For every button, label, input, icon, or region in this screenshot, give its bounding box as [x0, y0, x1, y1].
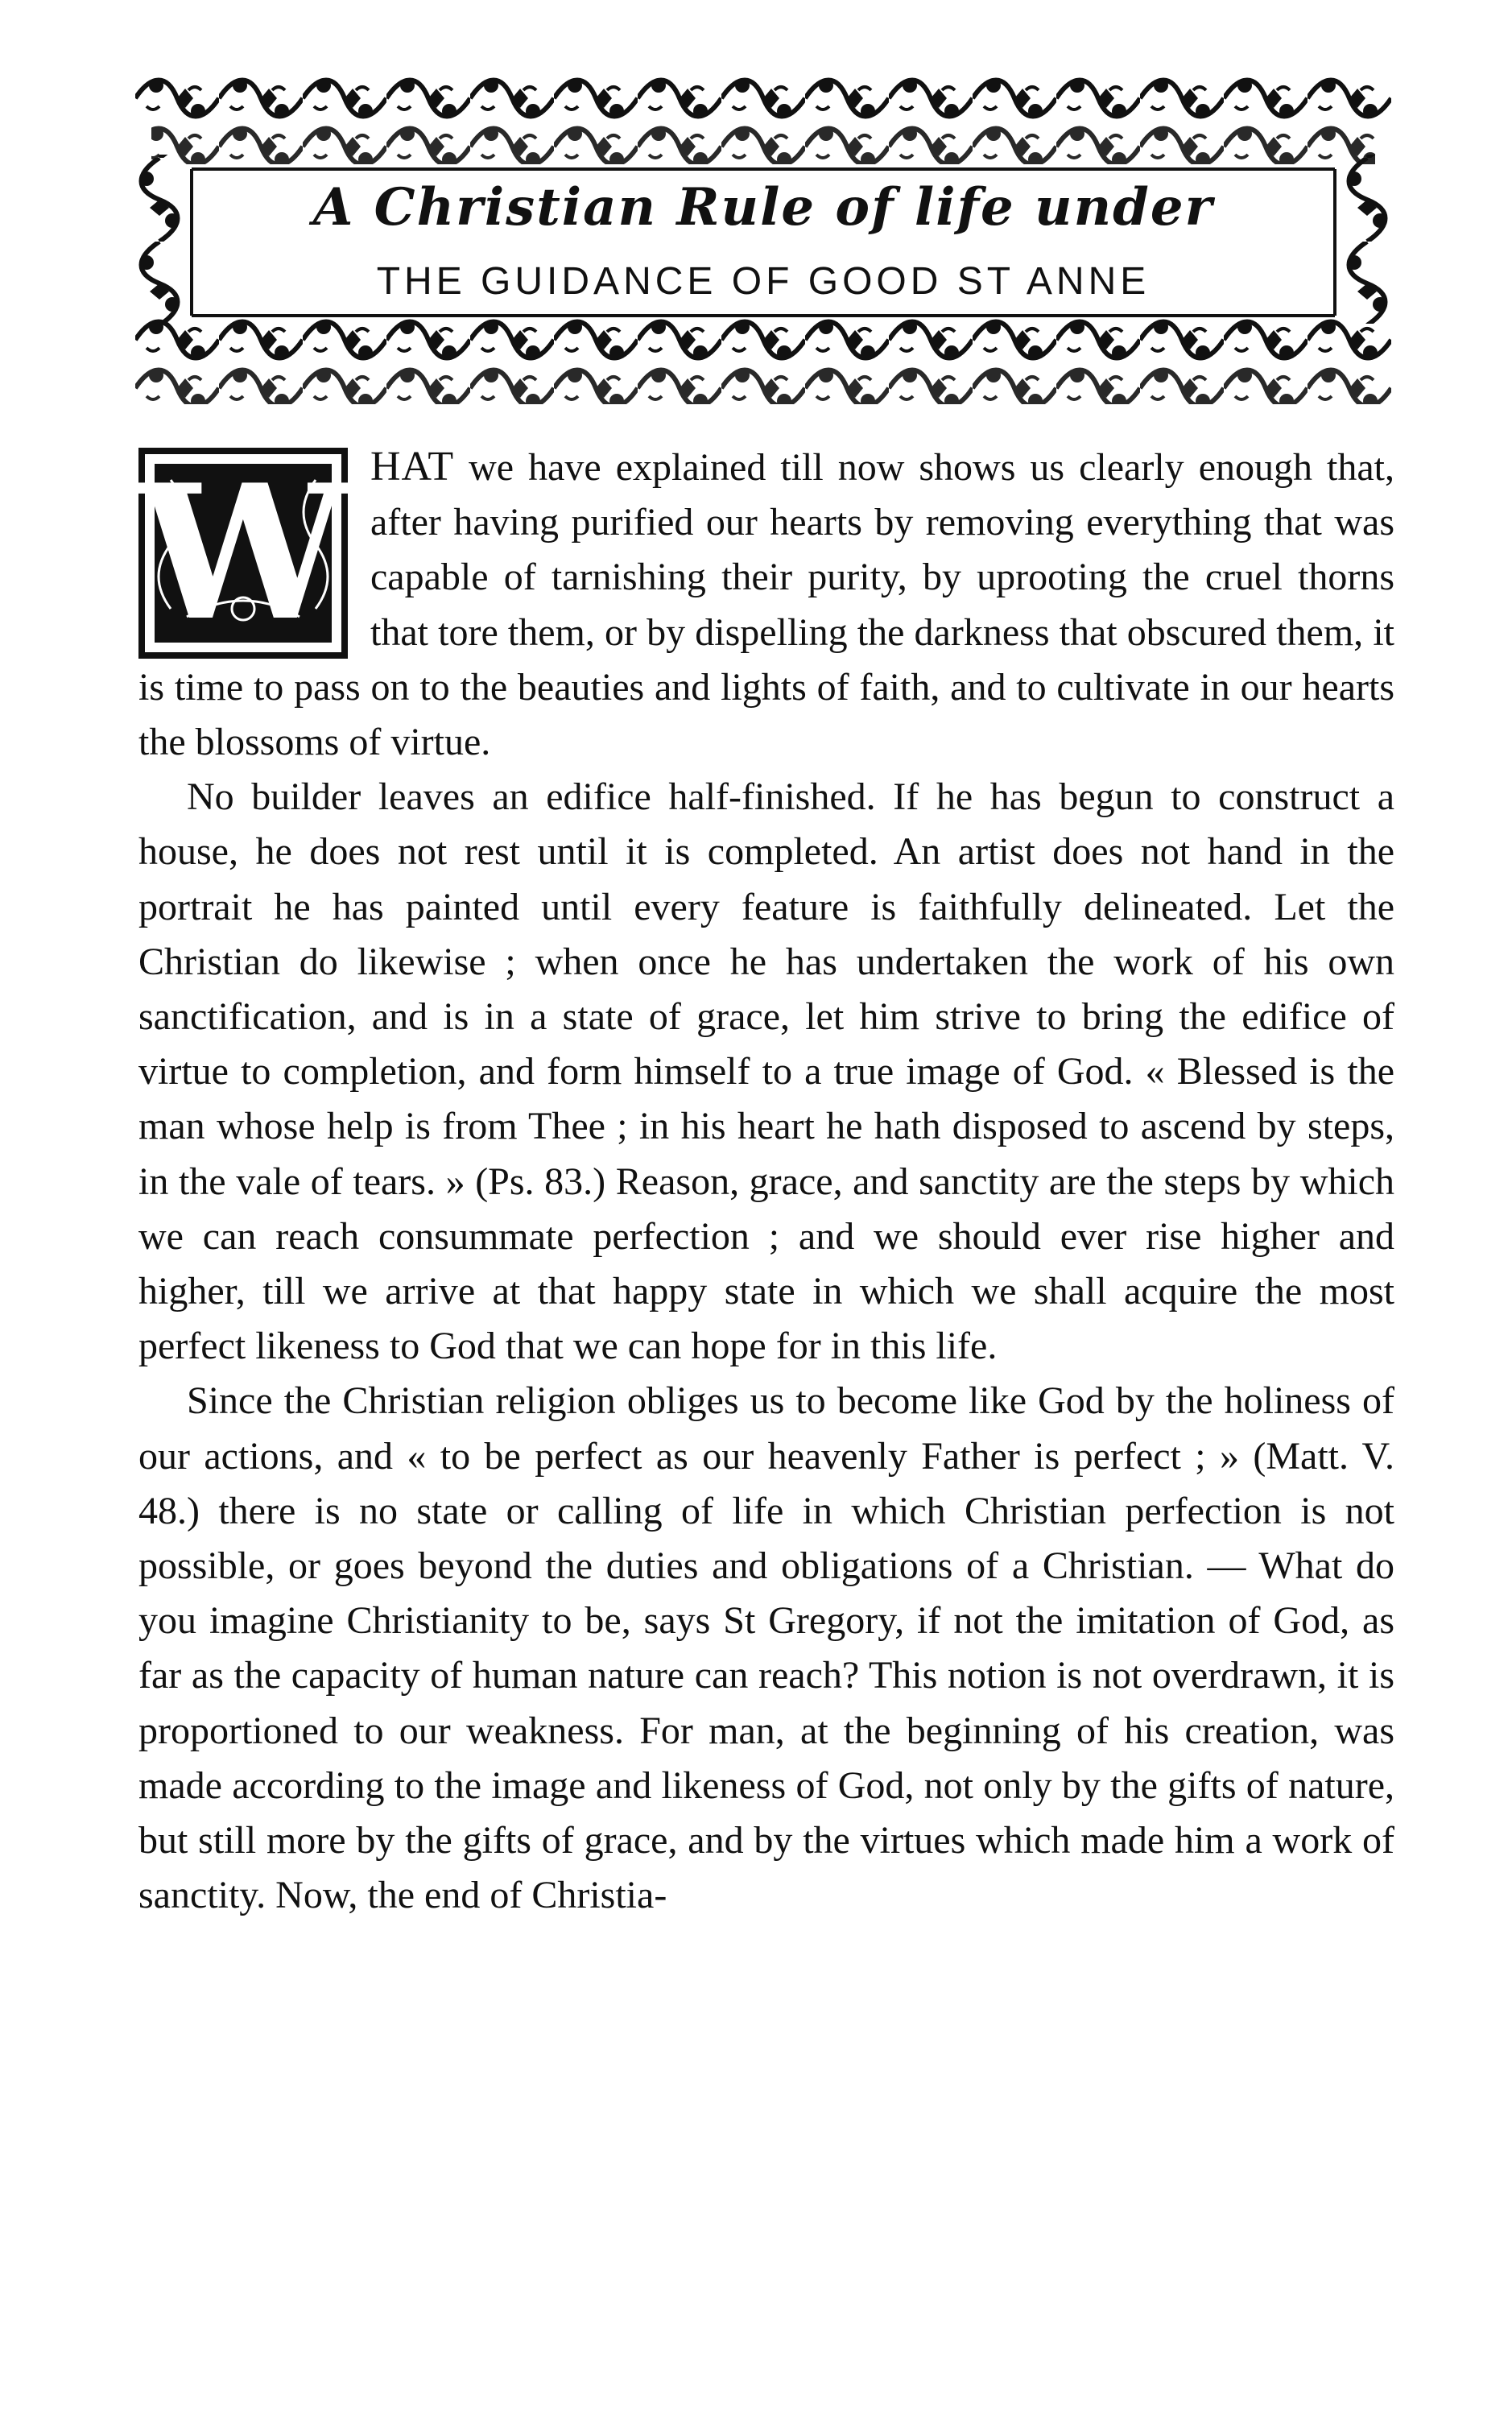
ornamental-header: [135, 74, 1391, 404]
drop-cap-word-rest: HAT: [370, 444, 455, 490]
page-subtitle: THE GUIDANCE OF GOOD ST ANNE: [376, 260, 1151, 303]
vine-border-ornament: [135, 74, 1391, 404]
page-title: A Christian Rule of life under: [312, 177, 1214, 238]
paragraph-1-text: we have explained till now shows us clearly enough that, after having purified our hearts by removing everything that was capable of tarnishing their purity, by uprooting the cruel thorns that tore them, or by dispelling the darkness that obscured them, it is time to pass on to the beauties and lights of faith, and to cultivate in our hearts the blossoms of virtue.: [138, 446, 1394, 764]
drop-cap-letter: W: [138, 444, 348, 662]
paragraph-1: [138, 440, 1394, 770]
paragraph-2: No builder leaves an edifice half-finished. If he has begun to construct a house, he does not rest until it is completed. An artist does not hand in the portrait he has painted until every feature is faithfully delineated. Let the Christian do likewise ; when once he has undertaken the work of his own sanctification, and is in a state of grace, let him strive to bring the edifice of virtue to completion, and form himself to a true image of God. « Blessed is the man whose help is from Thee ; in his heart he hath disposed to ascend by steps, in the vale of tears. » (Ps. 83.) Reason, grace, and sanctity are the steps by which we can reach consummate perfection ; and we should ever rise higher and higher, till we arrive at that happy state in which we shall acquire the most perfect likeness to God that we can hope for in this life.: [138, 775, 1394, 1368]
body-text: [138, 440, 1394, 1923]
paragraph-3: Since the Christian religion obliges us to become like God by the holiness of our actions, and « to be perfect as our heavenly Father is perfect ; » (Matt. V. 48.) there is no state or calling of life in which Christian perfection is not possible, or goes beyond the duties and obligations of a Christian. — What do you imagine Christianity to be, says St Gregory, if not the imitation of God, as far as the capacity of human nature can reach? This notion is not overdrawn, it is proportioned to our weakness. For man, at the beginning of his creation, was made according to the image and likeness of God, not only by the gifts of nature, but still more by the gifts of grace, and by the virtues which made him a work of sanctity. Now, the end of Christia-: [138, 1379, 1394, 1917]
drop-cap-w: [138, 444, 348, 662]
